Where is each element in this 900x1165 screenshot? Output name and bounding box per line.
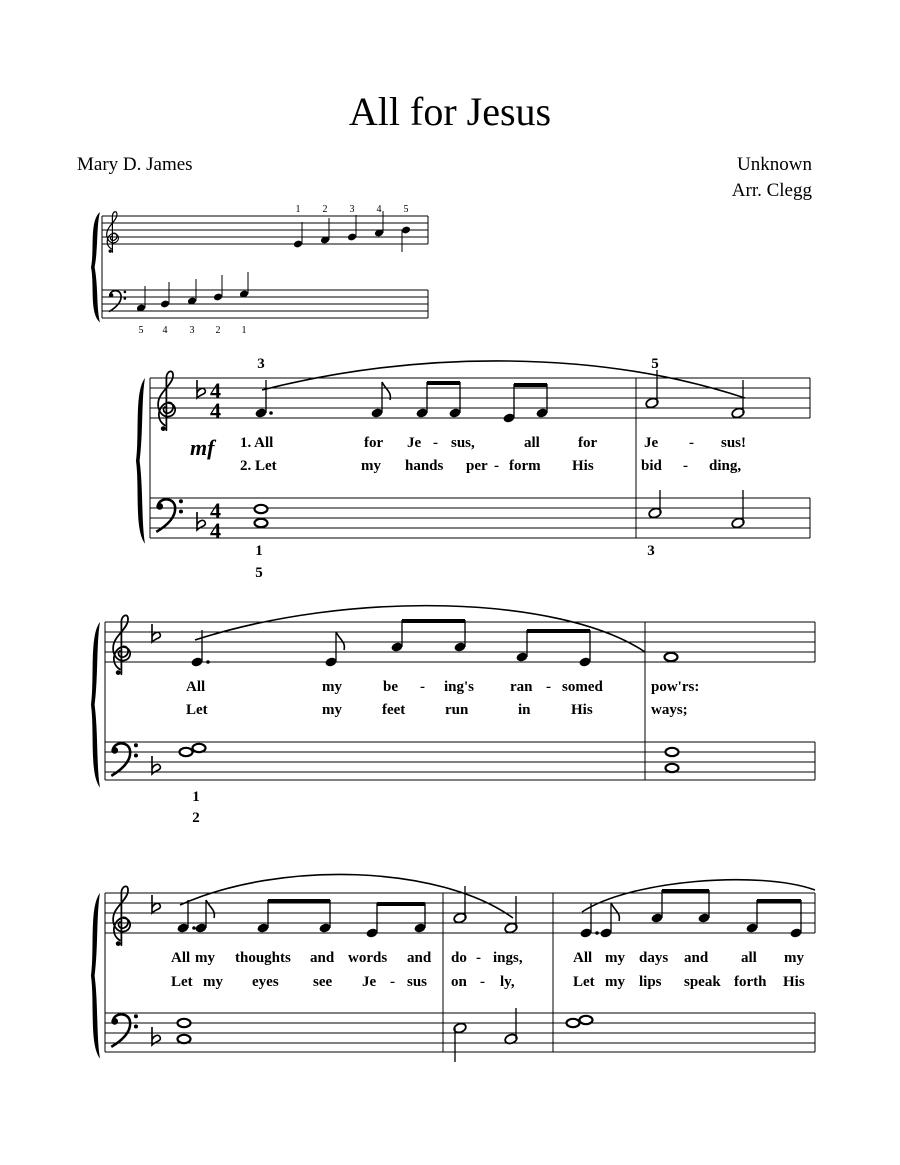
svg-text:sus!: sus! bbox=[721, 435, 747, 451]
svg-text:sus: sus bbox=[407, 974, 428, 990]
svg-text:thoughts: thoughts bbox=[235, 950, 291, 966]
svg-text:lips: lips bbox=[639, 974, 662, 990]
svg-text:my: my bbox=[784, 950, 804, 966]
system3-treble-clef-icon bbox=[113, 886, 130, 946]
svg-text:Je: Je bbox=[644, 435, 659, 451]
system1-time-top: 4 bbox=[210, 378, 221, 403]
svg-text:2: 2 bbox=[322, 204, 328, 215]
system2-treble-clef-icon bbox=[113, 615, 130, 675]
dynamic-mf: mf bbox=[190, 435, 215, 460]
chart-lh-fingers bbox=[139, 325, 247, 336]
svg-text:Je: Je bbox=[407, 435, 422, 451]
svg-text:ran: ran bbox=[510, 679, 533, 695]
svg-text:on: on bbox=[451, 974, 467, 990]
system2-bass-flat-icon bbox=[152, 756, 160, 774]
system2-key-flat-icon bbox=[152, 624, 160, 642]
system1-lyrics-verse1 bbox=[240, 435, 746, 451]
system1-bass-staff bbox=[150, 498, 810, 538]
system2-brace bbox=[91, 622, 100, 788]
svg-text:words: words bbox=[348, 950, 388, 966]
svg-text:5: 5 bbox=[403, 204, 409, 215]
system-2 bbox=[91, 606, 815, 826]
svg-text:All: All bbox=[186, 679, 206, 695]
chart-lh-notes bbox=[136, 272, 249, 312]
svg-text:speak: speak bbox=[684, 974, 721, 990]
arranger-credit: Arr. Clegg bbox=[731, 180, 812, 201]
svg-text:do: do bbox=[451, 950, 467, 966]
svg-text:His: His bbox=[783, 974, 805, 990]
svg-text:all: all bbox=[741, 950, 757, 966]
system2-bass-staff bbox=[105, 742, 815, 780]
svg-text:-: - bbox=[494, 458, 499, 474]
svg-text:ding,: ding, bbox=[709, 458, 742, 474]
system2-rh-notes bbox=[190, 619, 677, 668]
svg-text:eyes: eyes bbox=[252, 974, 279, 990]
system3-lyrics-verse1 bbox=[171, 950, 804, 966]
system3-rh-notes bbox=[176, 886, 802, 939]
svg-text:ings,: ings, bbox=[493, 950, 523, 966]
svg-text:-: - bbox=[420, 679, 425, 695]
svg-text:ly,: ly, bbox=[500, 974, 515, 990]
svg-text:4: 4 bbox=[210, 498, 221, 523]
svg-text:All: All bbox=[573, 950, 593, 966]
svg-text:2: 2 bbox=[215, 325, 221, 336]
svg-text:All: All bbox=[171, 950, 191, 966]
svg-text:for: for bbox=[578, 435, 598, 451]
svg-text:ways;: ways; bbox=[651, 702, 688, 718]
svg-text:run: run bbox=[445, 702, 469, 718]
system1-bass-flat-icon bbox=[197, 512, 205, 530]
svg-text:my: my bbox=[605, 950, 625, 966]
svg-text:1: 1 bbox=[241, 325, 247, 336]
svg-text:bid: bid bbox=[641, 458, 662, 474]
svg-text:my: my bbox=[195, 950, 215, 966]
chart-bass-clef-icon bbox=[109, 291, 126, 312]
svg-text:pow'rs:: pow'rs: bbox=[651, 679, 700, 695]
system3-brace bbox=[91, 893, 100, 1059]
chart-brace bbox=[91, 212, 100, 322]
svg-text:-: - bbox=[683, 458, 688, 474]
svg-text:3: 3 bbox=[349, 204, 355, 215]
svg-text:be: be bbox=[383, 679, 398, 695]
chart-rh-notes bbox=[293, 211, 411, 252]
system-3 bbox=[91, 874, 815, 1062]
system3-bass-flat-icon bbox=[152, 1027, 160, 1045]
system2-bass-clef-icon bbox=[111, 743, 138, 776]
svg-text:my: my bbox=[203, 974, 223, 990]
svg-text:feet: feet bbox=[382, 702, 406, 718]
system3-lh-notes bbox=[178, 1008, 593, 1062]
composer-credit: Unknown bbox=[737, 154, 812, 175]
svg-text:1: 1 bbox=[295, 204, 301, 215]
svg-text:for: for bbox=[364, 435, 384, 451]
svg-text:2. Let: 2. Let bbox=[240, 458, 277, 474]
svg-text:and: and bbox=[310, 950, 335, 966]
system3-key-flat-icon bbox=[152, 895, 160, 913]
system1-lh-notes bbox=[255, 490, 746, 529]
svg-text:hands: hands bbox=[405, 458, 444, 474]
svg-text:1. All: 1. All bbox=[240, 435, 274, 451]
svg-text:Let: Let bbox=[573, 974, 595, 990]
system3-bass-clef-icon bbox=[111, 1014, 138, 1047]
svg-text:days: days bbox=[639, 950, 669, 966]
system2-lyrics-verse1 bbox=[186, 679, 699, 695]
song-title: All for Jesus bbox=[348, 89, 552, 134]
svg-text:-: - bbox=[476, 950, 481, 966]
system3-slur-b bbox=[582, 880, 815, 912]
chart-treble-clef-icon bbox=[107, 212, 119, 253]
finger: 5 bbox=[255, 565, 263, 581]
system1-key-flat-icon bbox=[197, 380, 205, 398]
chart-rh-fingers bbox=[296, 204, 409, 215]
svg-text:sus,: sus, bbox=[451, 435, 475, 451]
svg-text:form: form bbox=[509, 458, 541, 474]
system1-time-bottom: 4 bbox=[210, 398, 221, 423]
system-1 bbox=[136, 356, 810, 581]
finger: 3 bbox=[647, 543, 655, 559]
svg-text:forth: forth bbox=[734, 974, 767, 990]
svg-text:all: all bbox=[524, 435, 540, 451]
svg-text:and: and bbox=[407, 950, 432, 966]
svg-text:4: 4 bbox=[376, 204, 382, 215]
svg-text:Je: Je bbox=[362, 974, 377, 990]
svg-text:my: my bbox=[322, 702, 342, 718]
svg-text:per: per bbox=[466, 458, 488, 474]
svg-text:His: His bbox=[572, 458, 594, 474]
lyricist-credit: Mary D. James bbox=[77, 154, 193, 175]
system2-lyrics-verse2 bbox=[186, 702, 688, 718]
position-chart bbox=[91, 204, 428, 336]
svg-text:Let: Let bbox=[171, 974, 193, 990]
system2-slur bbox=[195, 606, 645, 652]
svg-text:and: and bbox=[684, 950, 709, 966]
svg-text:in: in bbox=[518, 702, 531, 718]
system2-lh-notes bbox=[180, 744, 679, 772]
svg-text:somed: somed bbox=[562, 679, 603, 695]
svg-text:5: 5 bbox=[138, 325, 144, 336]
svg-text:4: 4 bbox=[162, 325, 168, 336]
svg-text:ing's: ing's bbox=[444, 679, 475, 695]
svg-text:see: see bbox=[313, 974, 333, 990]
system1-treble-clef-icon bbox=[158, 371, 175, 431]
finger: 2 bbox=[192, 810, 200, 826]
svg-text:-: - bbox=[390, 974, 395, 990]
svg-text:my: my bbox=[605, 974, 625, 990]
chart-bass-staff bbox=[102, 290, 428, 318]
finger: 5 bbox=[651, 356, 659, 372]
svg-text:3: 3 bbox=[189, 325, 195, 336]
svg-text:-: - bbox=[689, 435, 694, 451]
svg-text:Let: Let bbox=[186, 702, 208, 718]
system1-lyrics-verse2 bbox=[240, 458, 741, 474]
svg-text:my: my bbox=[322, 679, 342, 695]
finger: 3 bbox=[257, 356, 265, 372]
system1-slur bbox=[262, 361, 745, 398]
svg-text:-: - bbox=[480, 974, 485, 990]
svg-text:-: - bbox=[546, 679, 551, 695]
finger: 1 bbox=[192, 789, 200, 805]
svg-text:His: His bbox=[571, 702, 593, 718]
svg-text:-: - bbox=[433, 435, 438, 451]
svg-text:4: 4 bbox=[210, 518, 221, 543]
system1-brace bbox=[136, 378, 145, 544]
svg-text:my: my bbox=[361, 458, 381, 474]
system1-bass-clef-icon bbox=[156, 499, 183, 532]
system3-slur-a bbox=[180, 874, 513, 918]
system3-lyrics-verse2 bbox=[171, 974, 805, 990]
finger: 1 bbox=[255, 543, 263, 559]
